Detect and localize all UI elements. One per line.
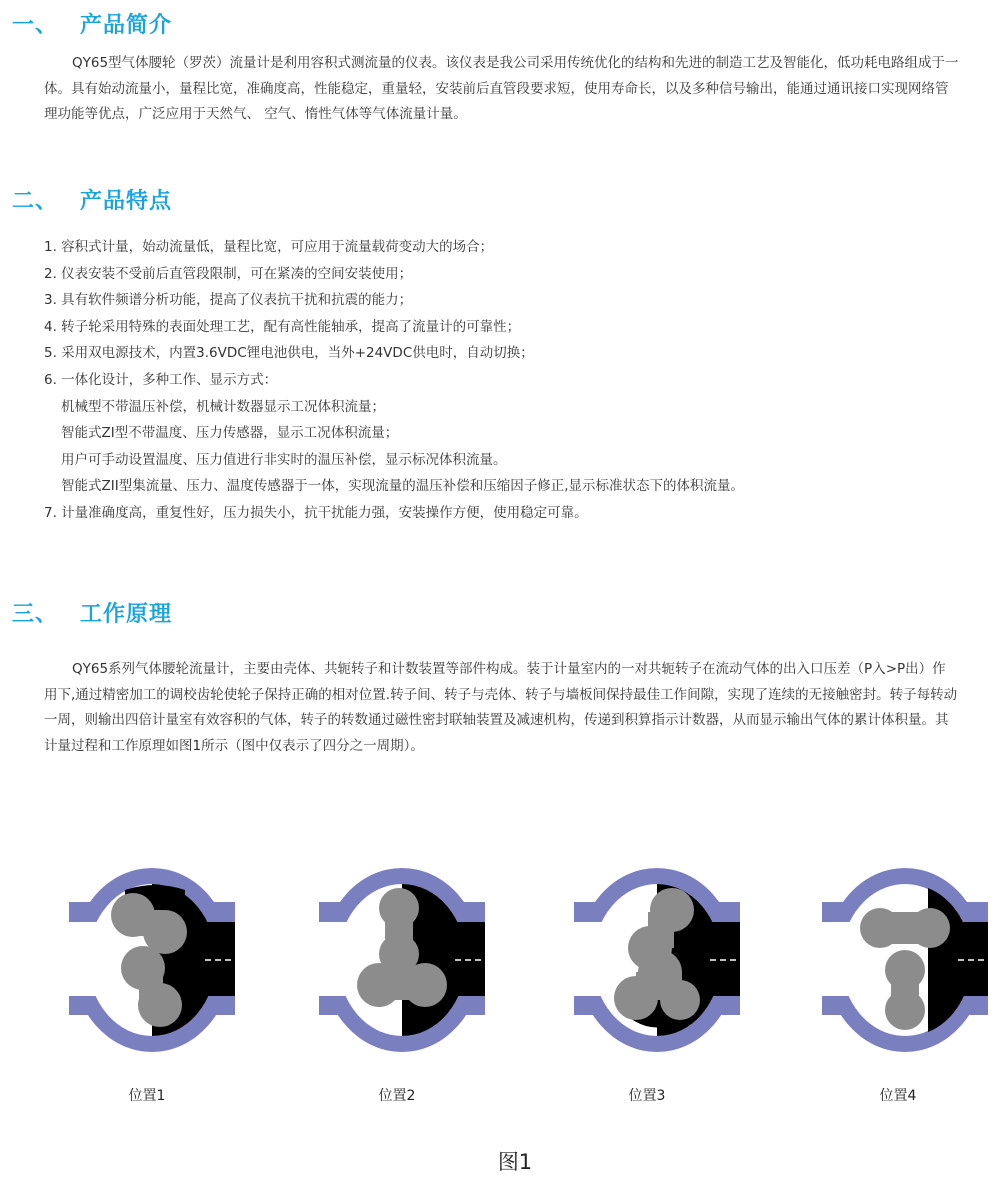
figure-caption: 图1	[497, 1150, 533, 1174]
intro-paragraph: QY65型气体腰轮（罗茨）流量计是利用容积式测流量的仪表。该仪表是我公司采用传统优化的结构和先进的制造工艺及智能化，低功耗电路组成于一体。具有始动流量小，量程比宽，准确度高，性能稳定，重量轻，安装前后直管段要求短，使用寿命长，以及多种信号输出，能通过通讯接口实现网络管理功能等优点，广泛应用于天然气、 空气、惰性气体等气体流量计量。	[44, 55, 959, 122]
section-number: 一、	[12, 13, 59, 38]
position-label-3: 位置3	[628, 1088, 666, 1104]
section-heading-principle	[12, 597, 172, 628]
feature-item: 4. 转子轮采用特殊的表面处理工艺，配有高性能轴承，提高了流量计的可靠性；	[44, 318, 521, 335]
section-title: 工作原理	[80, 602, 173, 627]
feature-item: 1. 容积式计量，始动流量低，量程比宽，可应用于流量载荷变动大的场合；	[44, 239, 494, 255]
feature-sub-item: 用户可手动设置温度、压力值进行非实时的温压补偿，显示标况体积流量。	[61, 451, 507, 468]
rotor-diagram-position-2	[315, 860, 505, 1060]
rotor-diagram-position-1	[65, 860, 255, 1060]
feature-item: 6. 一体化设计，多种工作、显示方式：	[44, 371, 278, 388]
feature-sub-item: 机械型不带温压补偿，机械计数器显示工况体积流量；	[61, 398, 385, 415]
section-title: 产品特点	[80, 189, 173, 214]
section-heading-intro	[12, 8, 172, 39]
feature-item: 2. 仪表安装不受前后直管段限制，可在紧凑的空间安装使用；	[44, 265, 413, 282]
position-label-4: 位置4	[879, 1088, 917, 1104]
principle-paragraph: QY65系列气体腰轮流量计，主要由壳体、共轭转子和计数装置等部件构成。装于计量室内的一对共轭转子在流动气体的出入口压差（P入>P出）作用下,通过精密加工的调校齿轮使轮子保持正确的相对位置.转子间、转子与壳体、转子与墙板间保持最佳工作间隙，实现了连续的无接触密封。转子每转动一周，则输出四倍计量室有效容积的气体，转子的转数通过磁性密封联轴装置及减速机构，传递到积算指示计数器，从而显示输出气体的累计体积量。其计量过程和工作原理如图1所示（图中仅表示了四分之一周期）。	[44, 661, 958, 754]
section-number: 二、	[12, 189, 59, 214]
section-number: 三、	[12, 602, 59, 627]
feature-item: 7. 计量准确度高，重复性好，压力损失小，抗干扰能力强，安装操作方便，使用稳定可靠。	[44, 504, 588, 521]
rotor-diagram-position-3	[570, 860, 760, 1060]
position-label-2: 位置2	[378, 1088, 416, 1104]
feature-sub-item: 智能式ZII型集流量、压力、温度传感器于一体，实现流量的温压补偿和压缩因子修正,显示标准状态下的体积流量。	[61, 478, 745, 495]
rotor-diagram-position-4	[818, 860, 1000, 1060]
feature-item: 5. 采用双电源技术，内置3.6VDC锂电池供电，当外+24VDC供电时，自动切换；	[44, 345, 534, 362]
rotor-figure	[0, 860, 1000, 1060]
feature-sub-item: 智能式ZI型不带温度、压力传感器，显示工况体积流量；	[61, 425, 399, 442]
features-list	[44, 234, 974, 527]
feature-item: 3. 具有软件频谱分析功能，提高了仪表抗干扰和抗震的能力；	[44, 292, 413, 309]
section-heading-features	[12, 184, 172, 215]
section-title: 产品简介	[80, 13, 173, 38]
position-label-1: 位置1	[128, 1088, 166, 1104]
